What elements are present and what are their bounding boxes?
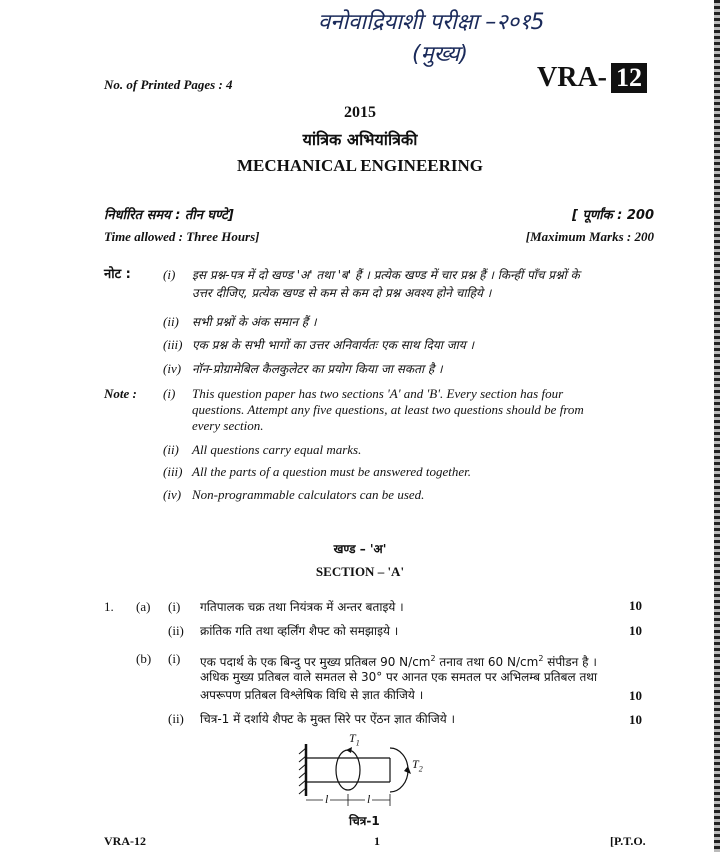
- note-english-1: This question paper has two sections 'A' and 'B'. Every section has four: [192, 386, 564, 401]
- part-a-i-marks: 10: [629, 598, 642, 613]
- note-english-4: Non-programmable calculators can be used.: [192, 487, 425, 502]
- time-english: Time allowed : Three Hours]: [104, 229, 260, 244]
- pto-label: [P.T.O.: [610, 834, 646, 848]
- note-hindi-4-num: (iv): [163, 361, 182, 376]
- time-hindi: निर्धारित समय : तीन घण्टे]: [104, 208, 234, 223]
- question-number: 1.: [104, 599, 114, 614]
- b-i-text-b: तनाव तथा 60 N/cm: [435, 655, 539, 669]
- footer-code: VRA-12: [104, 834, 146, 848]
- part-b-i-num: (i): [168, 651, 181, 666]
- part-b-i-marks: 10: [629, 688, 642, 703]
- note-hindi-3: एक प्रश्न के सभी भागों का उत्तर अनिवार्यतः एक साथ दिया जाय ।: [192, 338, 475, 352]
- subject-hindi: यांत्रिक अभियांत्रिकी: [302, 130, 418, 149]
- paper-code-prefix: VRA-: [537, 62, 607, 93]
- note-label-english: Note :: [104, 386, 137, 401]
- note-english-2: All questions carry equal marks.: [192, 442, 362, 457]
- note-hindi-1: इस प्रश्न-पत्र में दो खण्ड 'अ' तथा 'ब' हैं । प्रत्येक खण्ड में चार प्रश्न हैं । किन्हीं पाँच प्रश्नों के: [192, 268, 580, 282]
- part-a-i-text: गतिपालक चक्र तथा नियंत्रक में अन्तर बताइये ।: [200, 600, 404, 614]
- part-a-ii-text: क्रांतिक गति तथा व्हर्लिंग शैफ्ट को समझाइये ।: [200, 624, 399, 638]
- b-i-sup-b: 2: [538, 654, 544, 663]
- paper-code: [537, 62, 647, 94]
- torque-label-1: [349, 731, 360, 747]
- b-i-text-a: एक पदार्थ के एक बिन्दु पर मुख्य प्रतिबल 90 N/cm: [200, 655, 431, 669]
- exam-year: 2015: [344, 104, 376, 121]
- note-hindi-4: नॉन-प्रोग्रामेबिल कैलकुलेटर का प्रयोग किया जा सकता है ।: [192, 362, 443, 376]
- part-b-label: (b): [136, 651, 152, 666]
- t1-sub: 1: [355, 738, 360, 748]
- marks-hindi: [ पूर्णांक : 200: [572, 208, 654, 223]
- part-b-i-line2: अधिक मुख्य प्रतिबल वाले समतल से 30° पर आनत एक समतल पर अभिलम्ब प्रतिबल तथा: [200, 670, 598, 684]
- t2-sub: 2: [418, 764, 423, 774]
- note-english-1-cont2: every section.: [192, 418, 264, 433]
- part-b-ii-marks: 10: [629, 712, 642, 727]
- note-hindi-3-num: (iii): [163, 337, 183, 352]
- page-number: 1: [374, 834, 380, 848]
- part-a-i-num: (i): [168, 599, 181, 614]
- section-heading-english: SECTION – 'A': [315, 564, 405, 579]
- note-english-2-num: (ii): [163, 442, 179, 457]
- part-a-label: (a): [136, 599, 151, 614]
- t2-letter: T: [412, 757, 419, 771]
- note-english-1-cont1: questions. Attempt any five questions, at least two questions should be from: [192, 402, 584, 417]
- figure-caption: चित्र-1: [349, 814, 380, 828]
- length-label-1: l: [325, 792, 329, 806]
- torque-label-2: [412, 757, 423, 773]
- note-english-3-num: (iii): [163, 464, 183, 479]
- note-english-1-num: (i): [163, 386, 176, 401]
- paper-code-number: 12: [611, 63, 647, 93]
- note-hindi-2-num: (ii): [163, 314, 179, 329]
- note-english-3: All the parts of a question must be answered together.: [192, 464, 471, 479]
- note-english-4-num: (iv): [163, 487, 182, 502]
- length-label-2: l: [367, 792, 371, 806]
- part-b-i-line3: अपरूपण प्रतिबल विश्लेषिक विधि से ज्ञात कीजिये ।: [200, 688, 424, 702]
- section-heading-hindi: खण्ड – 'अ': [333, 542, 387, 556]
- part-b-ii-text: चित्र-1 में दर्शाये शैफ्ट के मुक्त सिरे पर ऐंठन ज्ञात कीजिये ।: [200, 712, 456, 726]
- part-a-ii-marks: 10: [629, 623, 642, 638]
- note-label-hindi: नोट :: [104, 267, 131, 282]
- subject-english: MECHANICAL ENGINEERING: [236, 156, 484, 175]
- note-hindi-2: सभी प्रश्नों के अंक समान हैं ।: [192, 315, 317, 329]
- handwritten-subtitle: (मुख्य): [412, 42, 468, 67]
- handwritten-title: वनोवाद्रियाशी परीक्षा –२०१5: [318, 10, 545, 35]
- b-i-sup-a: 2: [430, 654, 436, 663]
- note-hindi-1-num: (i): [163, 267, 176, 282]
- note-hindi-1-cont: उत्तर दीजिए, प्रत्येक खण्ड से कम से कम दो प्रश्न अवश्य होने चाहिये ।: [192, 286, 492, 300]
- t1-letter: T: [349, 731, 356, 745]
- part-a-ii-num: (ii): [168, 623, 184, 638]
- printed-pages: No. of Printed Pages : 4: [104, 77, 233, 92]
- b-i-text-c: संपीडन है ।: [543, 655, 597, 669]
- part-b-ii-num: (ii): [168, 711, 184, 726]
- marks-english: [Maximum Marks : 200: [525, 229, 654, 244]
